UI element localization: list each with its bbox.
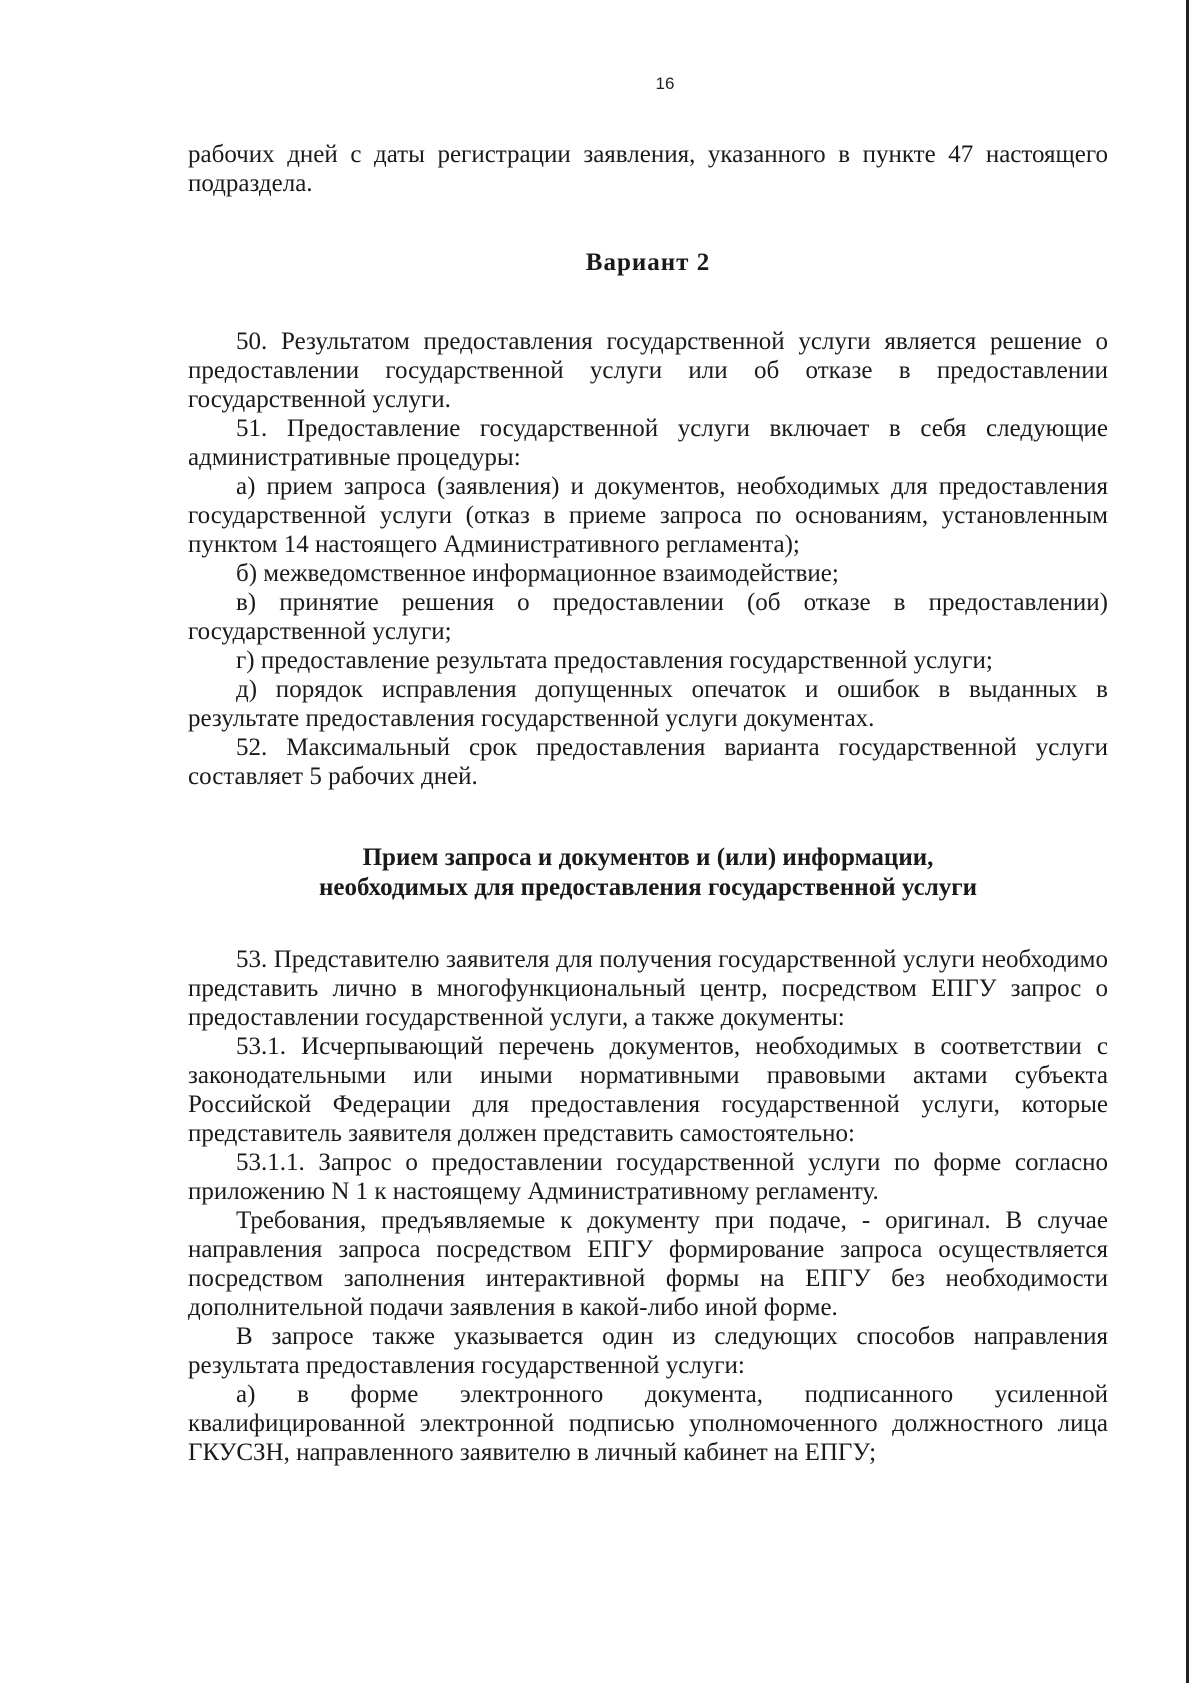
paragraph-53-1-1: 53.1.1. Запрос о предоставлении государственной услуги по форме согласно приложению N 1 к настоящему Административному регламенту. xyxy=(188,1149,1108,1205)
document-body xyxy=(188,140,1108,1467)
paragraph-delivery-methods: В запросе также указывается один из следующих способов направления результата предоставления государственной услуги: xyxy=(188,1323,1108,1379)
paragraph-53-1: 53.1. Исчерпывающий перечень документов, необходимых в соответствии с законодательными или иными нормативными правовыми актами субъекта Российской Федерации для предоставления государственной услуги, которые представитель заявителя должен представить самостоятельно: xyxy=(188,1033,1108,1147)
section-heading-line-1: Прием запроса и документов и (или) информации, xyxy=(362,844,934,871)
delivery-method-a: а) в форме электронного документа, подписанного усиленной квалифицированной электронной подписью уполномоченного должностного лица ГКУСЗН, направленного заявителю в личный кабинет на ЕПГУ; xyxy=(188,1381,1108,1466)
list-item-v: в) принятие решения о предоставлении (об отказе в предоставлении) государственной услуги; xyxy=(188,589,1108,645)
paragraph-50: 50. Результатом предоставления государственной услуги является решение о предоставлении государственной услуги или об отказе в предоставлении государственной услуги. xyxy=(188,328,1108,413)
list-item-a: а) прием запроса (заявления) и документов, необходимых для предоставления государственной услуги (отказ в приеме запроса по основаниям, установленным пунктом 14 настоящего Административного регламента); xyxy=(188,473,1108,558)
page-right-edge-line xyxy=(1186,0,1189,1683)
section-heading xyxy=(188,843,1108,903)
paragraph-53: 53. Представителю заявителя для получения государственной услуги необходимо представить лично в многофункциональный центр, посредством ЕПГУ запрос о предоставлении государственной услуги, а также документы: xyxy=(188,946,1108,1031)
paragraph-51: 51. Предоставление государственной услуги включает в себя следующие административные процедуры: xyxy=(188,415,1108,471)
list-item-d: д) порядок исправления допущенных опечаток и ошибок в выданных в результате предоставления государственной услуги документах. xyxy=(188,676,1108,732)
variant-heading: Вариант 2 xyxy=(585,249,711,276)
page-number: 16 xyxy=(655,74,675,93)
paragraph-requirements: Требования, предъявляемые к документу при подаче, - оригинал. В случае направления запроса посредством ЕПГУ формирование запроса осуществляется посредством заполнения интерактивной формы на ЕПГУ без необходимости дополнительной подачи заявления в какой-либо иной форме. xyxy=(188,1207,1108,1321)
intro-paragraph: рабочих дней с даты регистрации заявления, указанного в пункте 47 настоящего подраздела. xyxy=(188,141,1108,197)
list-item-b: б) межведомственное информационное взаимодействие; xyxy=(236,560,839,587)
section-heading-line-2: необходимых для предоставления государственной услуги xyxy=(319,874,977,901)
list-item-g: г) предоставление результата предоставления государственной услуги; xyxy=(236,647,993,674)
paragraph-52: 52. Максимальный срок предоставления варианта государственной услуги составляет 5 рабочих дней. xyxy=(188,734,1108,790)
